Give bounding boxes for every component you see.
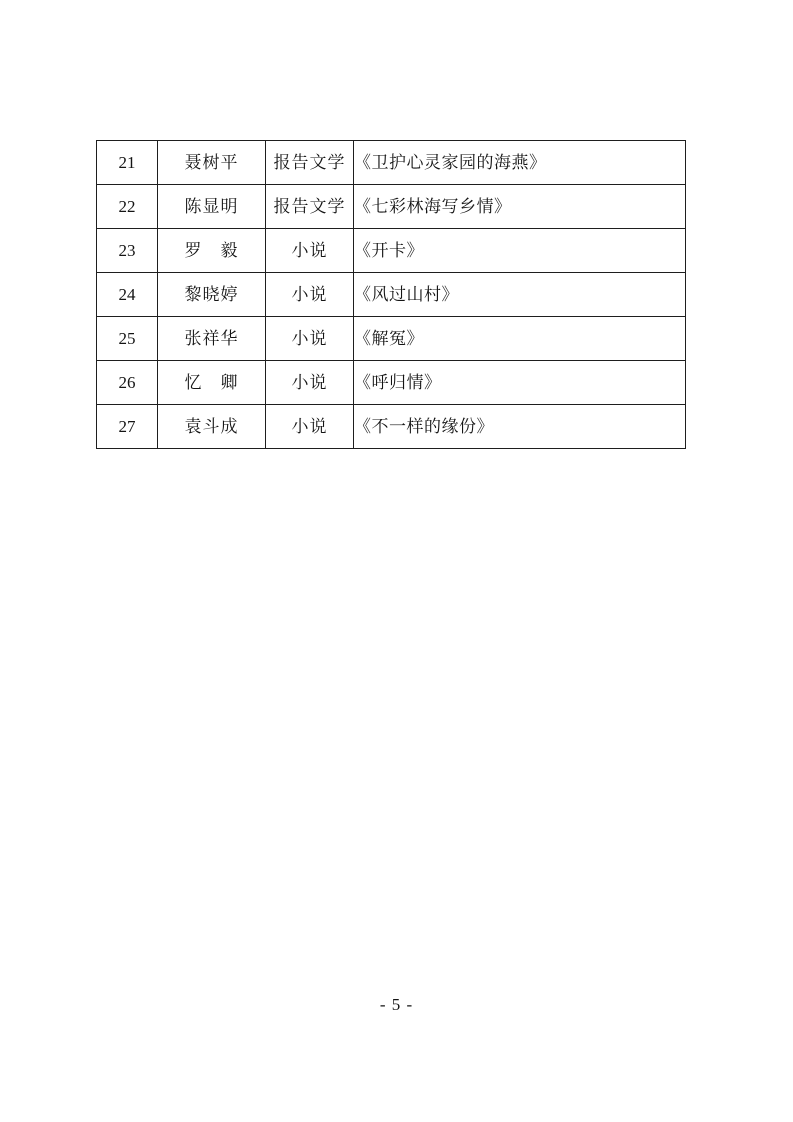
author-cell: 袁斗成 bbox=[158, 405, 266, 449]
row-number-cell: 25 bbox=[97, 317, 158, 361]
table-row bbox=[97, 317, 686, 361]
page-number: - 5 - bbox=[379, 995, 414, 1014]
row-number-cell: 21 bbox=[97, 141, 158, 185]
title-cell: 《风过山村》 bbox=[354, 273, 686, 317]
author-cell: 黎晓婷 bbox=[158, 273, 266, 317]
genre-cell: 小说 bbox=[266, 273, 354, 317]
genre-cell: 小说 bbox=[266, 317, 354, 361]
title-cell: 《七彩林海写乡情》 bbox=[354, 185, 686, 229]
genre-cell: 报告文学 bbox=[266, 141, 354, 185]
row-number-cell: 27 bbox=[97, 405, 158, 449]
table-row bbox=[97, 141, 686, 185]
table-row bbox=[97, 361, 686, 405]
table-row bbox=[97, 229, 686, 273]
title-cell: 《解冤》 bbox=[354, 317, 686, 361]
works-table-body bbox=[97, 141, 686, 449]
title-cell: 《呼归情》 bbox=[354, 361, 686, 405]
title-cell: 《卫护心灵家园的海燕》 bbox=[354, 141, 686, 185]
author-cell: 陈显明 bbox=[158, 185, 266, 229]
table-row bbox=[97, 405, 686, 449]
table-row bbox=[97, 273, 686, 317]
row-number-cell: 22 bbox=[97, 185, 158, 229]
works-table bbox=[96, 140, 686, 449]
author-cell: 忆 卿 bbox=[158, 361, 266, 405]
author-cell: 张祥华 bbox=[158, 317, 266, 361]
genre-cell: 小说 bbox=[266, 405, 354, 449]
genre-cell: 报告文学 bbox=[266, 185, 354, 229]
row-number-cell: 24 bbox=[97, 273, 158, 317]
author-cell: 聂树平 bbox=[158, 141, 266, 185]
row-number-cell: 23 bbox=[97, 229, 158, 273]
genre-cell: 小说 bbox=[266, 229, 354, 273]
title-cell: 《开卡》 bbox=[354, 229, 686, 273]
genre-cell: 小说 bbox=[266, 361, 354, 405]
author-cell: 罗 毅 bbox=[158, 229, 266, 273]
title-cell: 《不一样的缘份》 bbox=[354, 405, 686, 449]
table-row bbox=[97, 185, 686, 229]
row-number-cell: 26 bbox=[97, 361, 158, 405]
